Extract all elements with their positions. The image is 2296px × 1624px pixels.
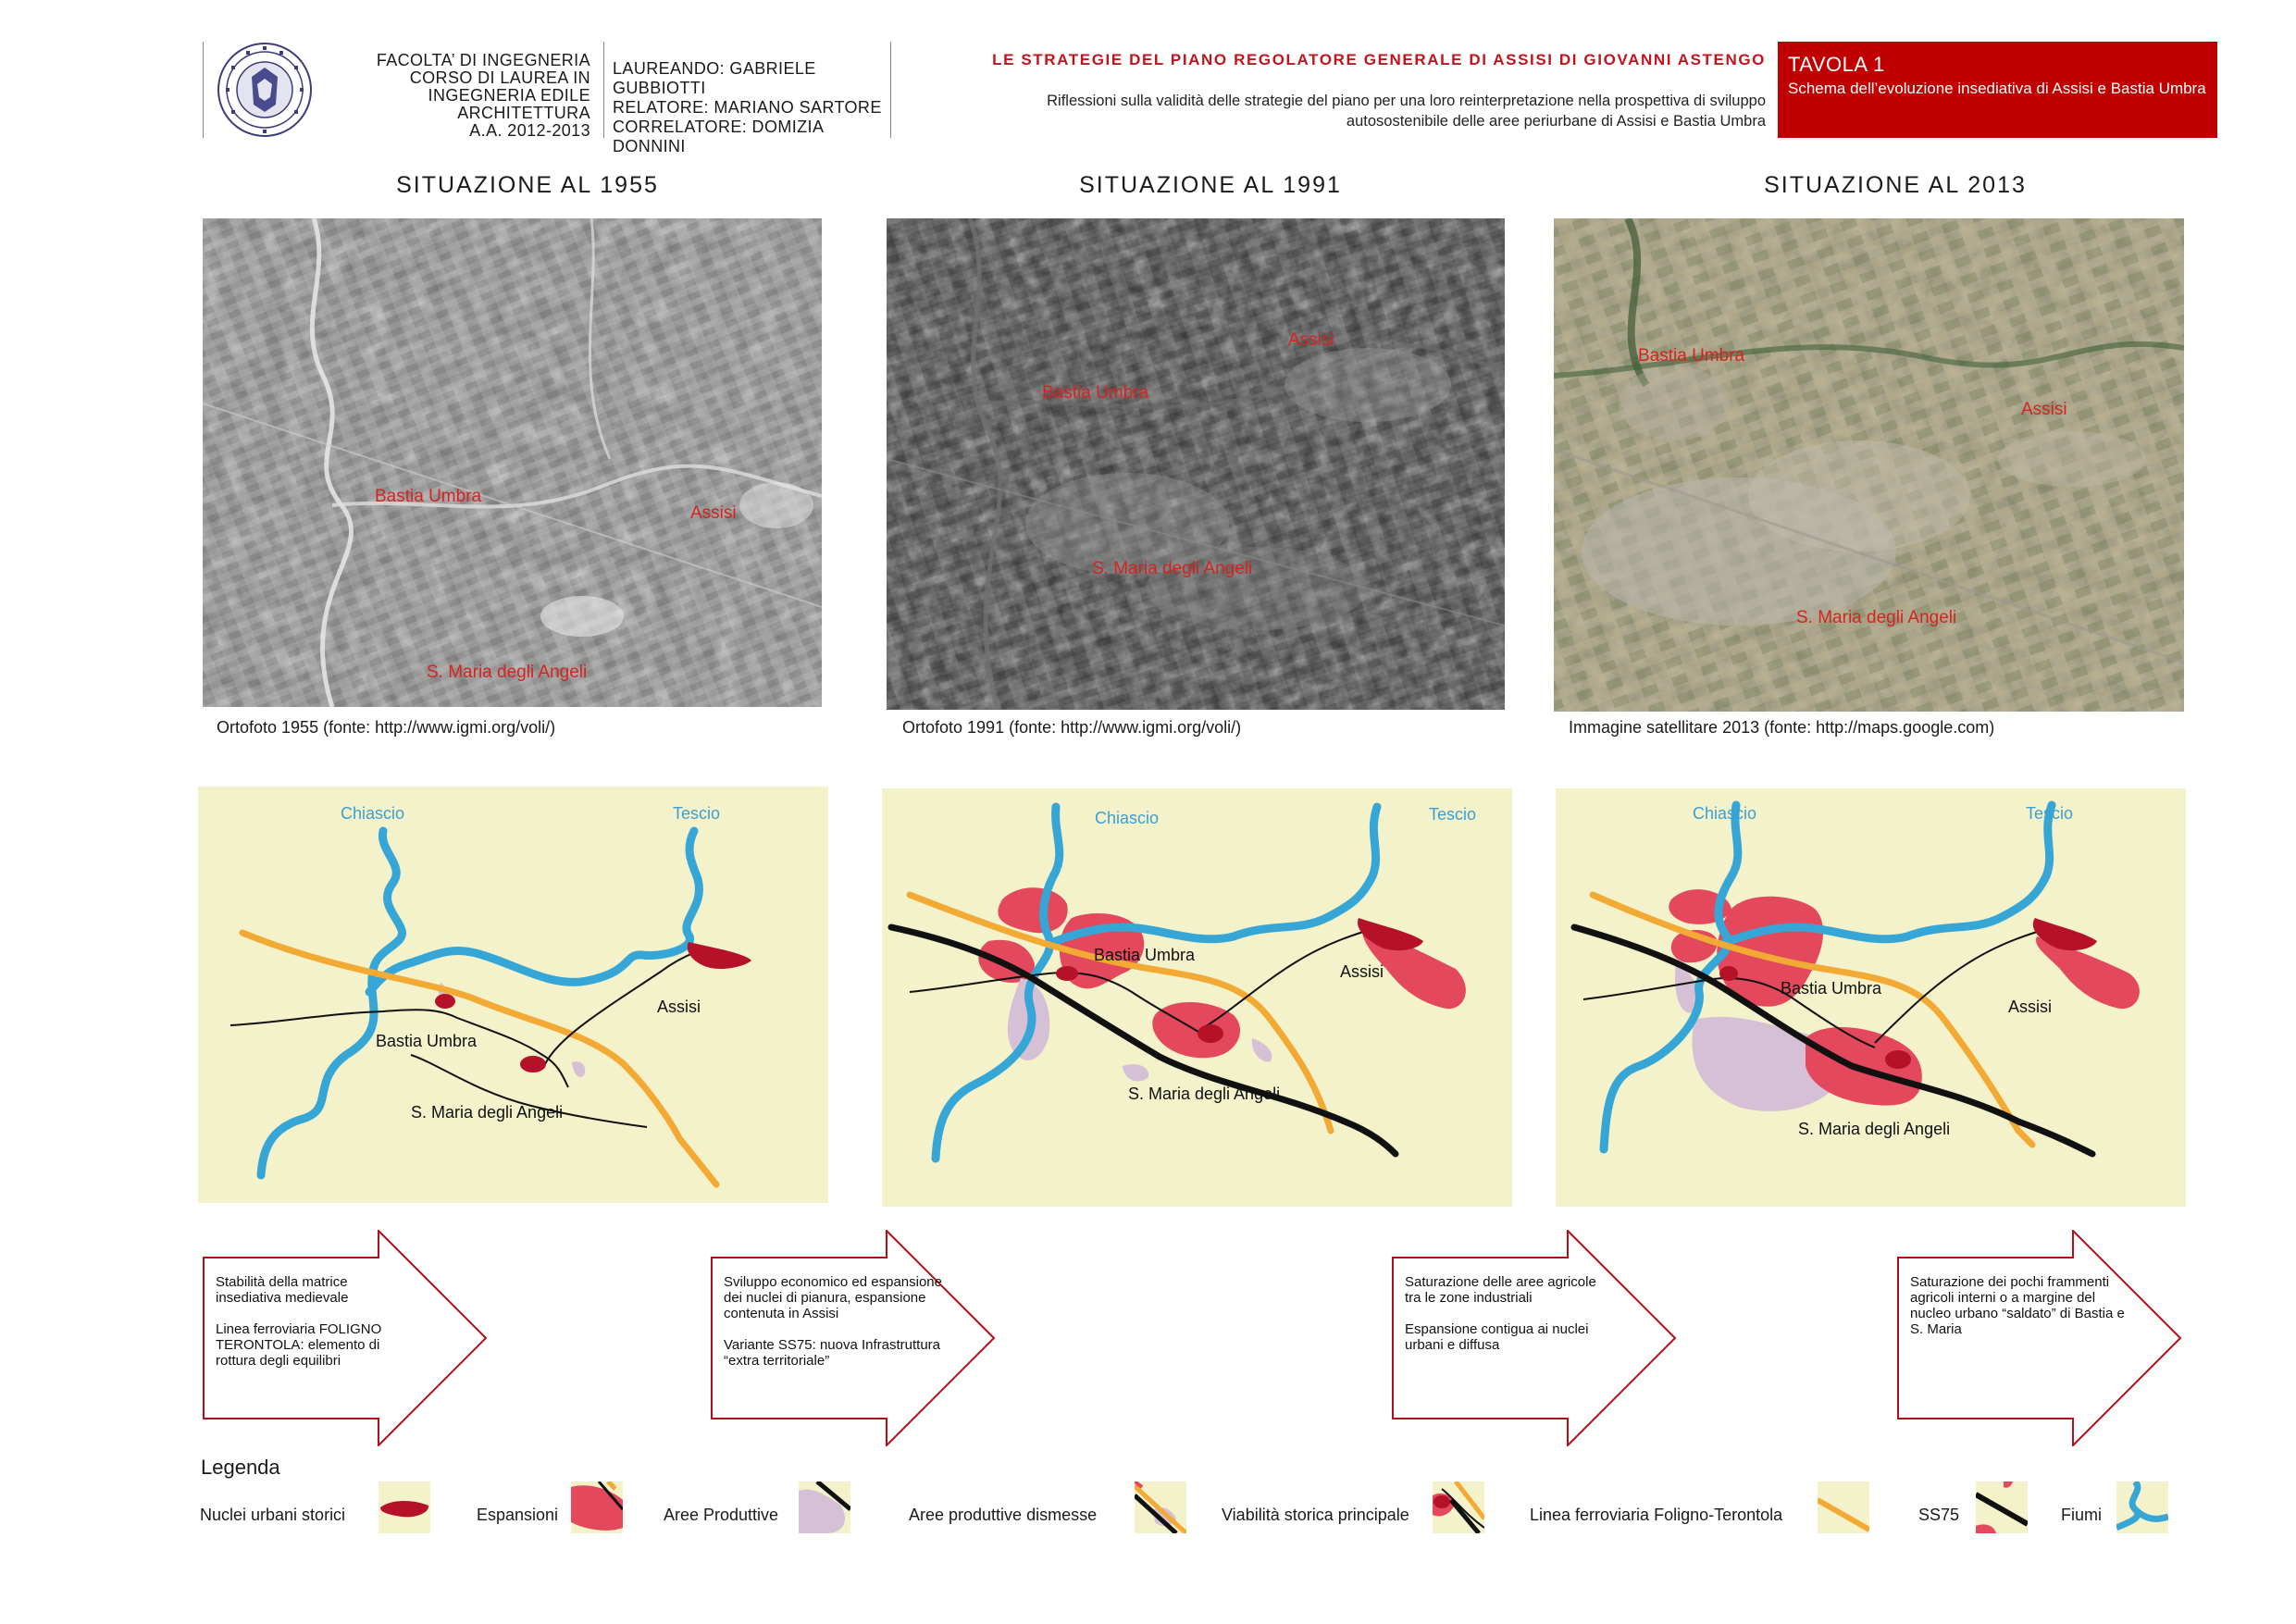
arrow-paragraph: Sviluppo economico ed espansione dei nuclei di pianura, espansione contenuta in Assisi [724,1274,942,1321]
river-label-tescio: Tescio [1429,805,1477,824]
scheme-1955 [198,787,828,1203]
legend-label-rivers: Fiumi [2061,1506,2102,1524]
arrow-paragraph: Variante SS75: nuova Infrastruttura “extra territoriale” [724,1337,941,1369]
place-label-santa-maria: S. Maria degli Angeli [1128,1085,1281,1103]
evolution-arrow-1 [203,1230,490,1446]
evolution-arrow-3 [1392,1230,1679,1446]
place-label-assisi: Assisi [2008,998,2053,1016]
faculty-line: INGEGNERIA EDILE ARCHITETTURA [428,86,590,122]
arrow-paragraph: Saturazione dei pochi frammenti agricoli interni o a margine del nucleo urbano “saldato” di Bastia e S. Maria [1910,1274,2125,1337]
photo-label-bastia: Bastia Umbra [1042,383,1149,403]
place-label-santa-maria: S. Maria degli Angeli [1798,1120,1951,1138]
ss75-swatch-icon [1976,1481,2028,1533]
river-label-chiascio: Chiascio [1693,804,1757,823]
railway-swatch-icon [1818,1481,1869,1533]
disused-productive-swatch-icon [1135,1481,1186,1533]
place-label-bastia: Bastia Umbra [1781,979,1882,998]
header-divider-middle [603,42,604,138]
orthophoto-1991 [887,218,1505,710]
tavola-description: Schema dell’evoluzione insediativa di Assisi e Bastia Umbra [1788,80,2206,97]
productive-area-swatch-icon [799,1481,850,1533]
river-label-tescio: Tescio [2026,804,2074,823]
historic-core-swatch-icon [379,1481,430,1533]
photo-label-santa-maria: S. Maria degli Angeli [1796,608,1957,627]
legend-label-historic-roads: Viabilità storica principale [1222,1506,1409,1524]
river-swatch-icon [2116,1481,2168,1533]
photo-label-bastia: Bastia Umbra [1638,346,1745,366]
expansion-swatch-icon [571,1481,623,1533]
place-label-assisi: Assisi [657,998,701,1016]
column-title-1991: SITUAZIONE AL 1991 [1079,172,1342,198]
legend-title: Legenda [201,1456,280,1479]
arrow-paragraph: Stabilità della matrice insediativa medievale [216,1274,349,1306]
arrow-text-2 [724,1274,964,1369]
arrow-paragraph: Saturazione delle aree agricole tra le zone industriali [1405,1274,1596,1306]
legend-label-historic-cores: Nuclei urbani storici [200,1506,346,1524]
photo-caption-1991: Ortofoto 1991 (fonte: http://www.igmi.org/voli/) [902,718,1242,737]
arrow-text-3 [1405,1274,1604,1353]
photo-label-assisi: Assisi [690,503,737,523]
legend-label-productive-areas: Aree Produttive [664,1506,779,1524]
legend-label-ss75: SS75 [1918,1506,1960,1524]
scheme-2013 [1556,788,2186,1207]
faculty-line: CORSO DI LAUREA IN [409,68,590,87]
historic-road-swatch-icon [1433,1481,1484,1533]
river-label-chiascio: Chiascio [341,804,405,823]
satellite-image-2013 [1554,218,2184,712]
legend-label-railway: Linea ferroviaria Foligno-Terontola [1530,1506,1783,1524]
place-label-bastia: Bastia Umbra [1094,946,1196,964]
photo-caption-1955: Ortofoto 1955 (fonte: http://www.igmi.org/voli/) [217,718,556,737]
arrow-text-1 [216,1274,405,1369]
people-line: LAUREANDO: GABRIELE GUBBIOTTI [613,59,816,97]
university-seal-logo [215,40,315,140]
faculty-line: FACOLTA’ DI INGEGNERIA [376,51,590,69]
faculty-line: A.A. 2012-2013 [469,121,590,140]
tavola-box [1778,42,2217,138]
arrow-paragraph: Espansione contigua ai nuclei urbani e diffusa [1405,1321,1589,1353]
place-label-santa-maria: S. Maria degli Angeli [411,1103,564,1122]
place-label-assisi: Assisi [1340,962,1384,981]
photo-label-assisi: Assisi [1288,330,1334,350]
column-title-2013: SITUAZIONE AL 2013 [1764,172,2027,198]
faculty-info [324,52,590,140]
scheme-1991 [882,788,1512,1207]
orthophoto-1955 [203,218,822,707]
place-label-bastia: Bastia Umbra [376,1032,478,1050]
header-divider-left [203,42,204,138]
photo-caption-2013: Immagine satellitare 2013 (fonte: http://maps.google.com) [1569,718,1995,737]
thesis-description [907,91,1766,131]
river-label-chiascio: Chiascio [1095,809,1160,827]
evolution-arrow-4 [1897,1230,2184,1446]
column-title-1955: SITUAZIONE AL 1955 [396,172,659,198]
river-label-tescio: Tescio [673,804,721,823]
thesis-title: LE STRATEGIE DEL PIANO REGOLATORE GENERALE DI ASSISI DI GIOVANNI ASTENGO [992,51,1766,68]
photo-label-bastia: Bastia Umbra [375,487,482,506]
people-line: CORRELATORE: DOMIZIA DONNINI [613,118,824,155]
header-divider-right [890,42,891,138]
legend-label-expansions: Espansioni [477,1506,559,1524]
photo-label-assisi: Assisi [2021,400,2067,419]
people-line: RELATORE: MARIANO SARTORE [613,98,882,117]
arrow-paragraph: Linea ferroviaria FOLIGNO TERONTOLA: elemento di rottura degli equilibri [216,1321,382,1369]
thesis-desc-line: Riflessioni sulla validità delle strategie del piano per una loro reinterpretazione nella prospettiva di sviluppo [1047,93,1766,109]
thesis-people [613,59,890,156]
arrow-text-4 [1910,1274,2132,1337]
evolution-arrow-2 [711,1230,998,1446]
tavola-title: TAVOLA 1 [1788,53,1885,76]
photo-label-santa-maria: S. Maria degli Angeli [427,663,588,682]
thesis-desc-line: autosostenibile delle aree periurbane di Assisi e Bastia Umbra [1346,113,1766,130]
legend-label-disused-productive: Aree produttive dismesse [909,1506,1098,1524]
photo-label-santa-maria: S. Maria degli Angeli [1092,559,1253,578]
